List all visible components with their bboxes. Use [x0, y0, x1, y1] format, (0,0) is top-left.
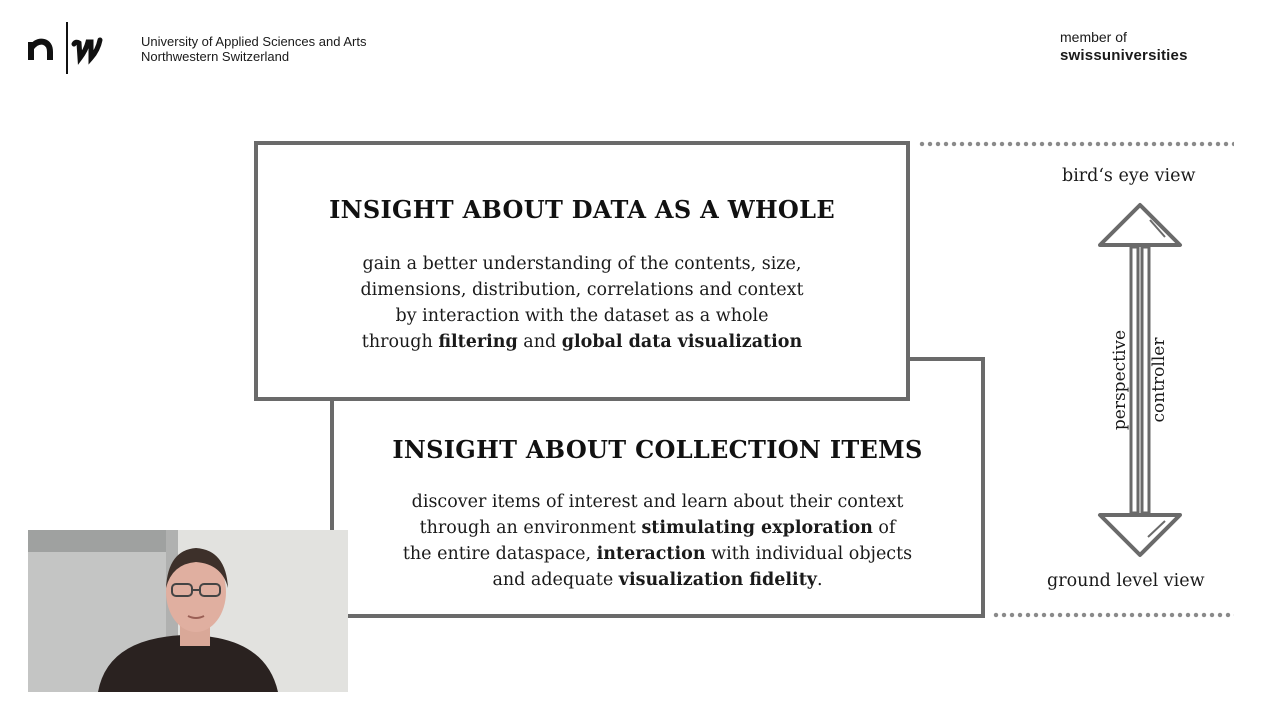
presenter-webcam-video[interactable] — [28, 530, 348, 692]
emphasis: stimulating exploration — [641, 518, 873, 538]
data-as-whole-box — [254, 141, 910, 401]
birds-eye-view-label: bird‘s eye view — [1062, 166, 1196, 186]
controller-label: controller — [1149, 337, 1169, 423]
slide-header — [0, 0, 1280, 90]
text: through an environment — [419, 518, 642, 538]
ground-level-view-label: ground level view — [1047, 571, 1205, 591]
body-line — [334, 541, 981, 567]
university-name — [141, 34, 366, 64]
emphasis: visualization fidelity — [618, 570, 817, 590]
member-of-label: member of — [1060, 29, 1127, 45]
presenter-image — [28, 530, 348, 692]
text: through — [361, 332, 439, 352]
dotted-line-bottom — [992, 612, 1234, 618]
emphasis: interaction — [596, 544, 706, 564]
body-line — [258, 329, 906, 355]
data-as-whole-body — [258, 251, 906, 355]
text: and — [517, 332, 562, 352]
university-line-1: University of Applied Sciences and Arts — [141, 34, 367, 49]
dotted-line-top — [918, 141, 1234, 147]
double-arrow-icon — [1090, 195, 1190, 565]
body-line: dimensions, distribution, correlations and context — [360, 280, 804, 300]
text: with individual objects — [705, 544, 913, 564]
member-badge — [1060, 29, 1188, 64]
perspective-label: perspective — [1110, 329, 1130, 431]
text: and adequate — [492, 570, 619, 590]
text: of — [872, 518, 896, 538]
text: the entire dataspace, — [402, 544, 597, 564]
body-line: by interaction with the dataset as a whole — [395, 306, 769, 326]
text: . — [816, 570, 823, 590]
emphasis: filtering — [438, 332, 518, 352]
text: discover items of interest and learn about their context — [411, 492, 904, 512]
body-line: gain a better understanding of the contents, size, — [362, 254, 802, 274]
data-as-whole-title: INSIGHT ABOUT DATA AS A WHOLE — [329, 195, 835, 224]
emphasis: global data visualization — [561, 332, 803, 352]
collection-items-title: INSIGHT ABOUT COLLECTION ITEMS — [392, 435, 923, 464]
body-line — [334, 489, 981, 515]
collection-items-body — [334, 489, 981, 593]
fhnw-logo — [28, 20, 128, 76]
body-line — [334, 515, 981, 541]
university-line-2: Northwestern Switzerland — [141, 49, 290, 64]
body-line — [334, 567, 981, 593]
swissuniversities-logo: swissuniversities — [1060, 47, 1188, 64]
